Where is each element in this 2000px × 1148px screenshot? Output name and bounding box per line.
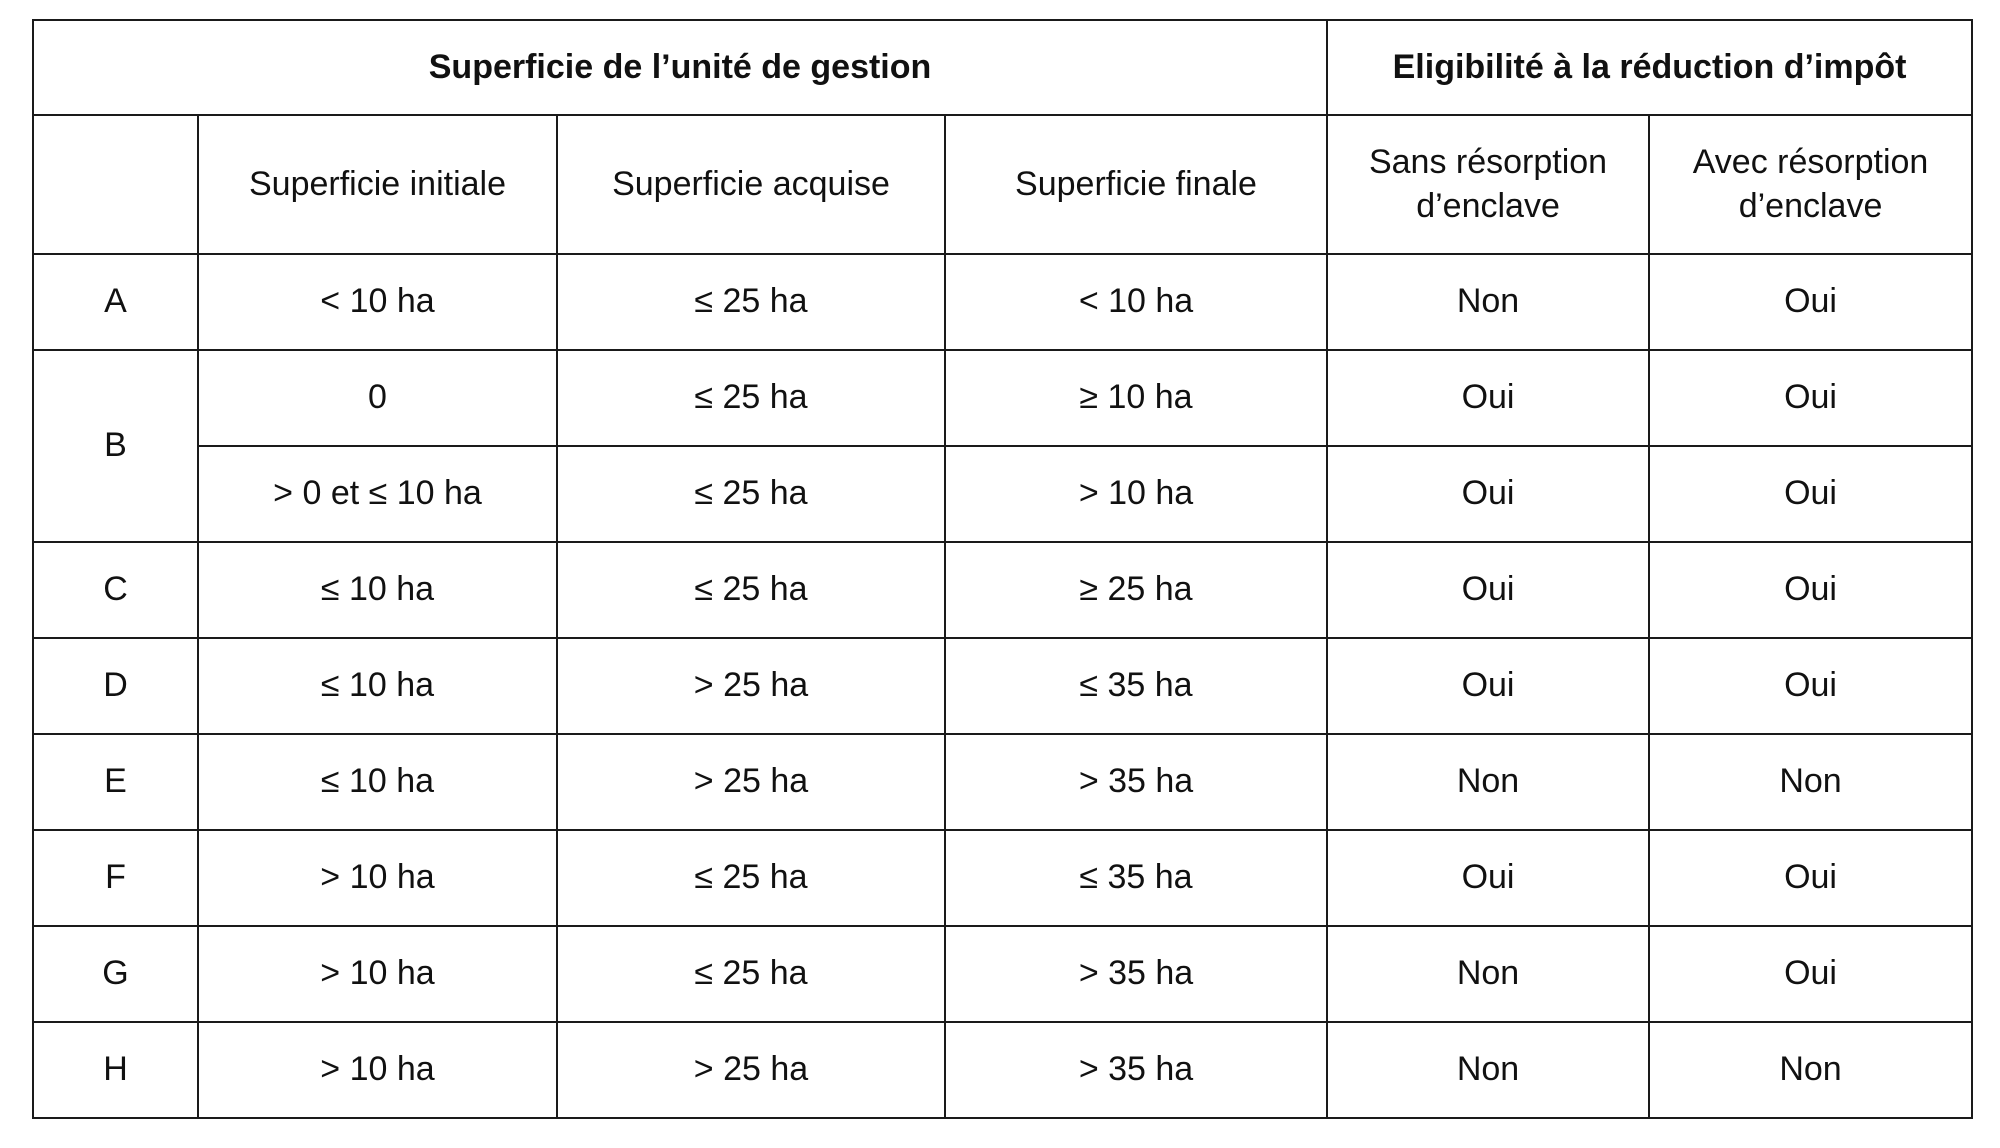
cell-superficie-finale: ≥ 10 ha (945, 350, 1327, 446)
column-header-label (33, 115, 198, 254)
cell-superficie-acquise: ≤ 25 ha (557, 254, 945, 350)
cell-avec-resorption: Oui (1649, 350, 1972, 446)
cell-superficie-acquise: > 25 ha (557, 638, 945, 734)
table-row (33, 638, 1972, 734)
row-label: B (33, 350, 198, 542)
column-header-row (33, 115, 1972, 254)
cell-superficie-finale: > 35 ha (945, 926, 1327, 1022)
cell-avec-resorption: Oui (1649, 926, 1972, 1022)
cell-sans-resorption: Oui (1327, 542, 1649, 638)
row-label: H (33, 1022, 198, 1118)
group-header-eligibilite: Eligibilité à la réduction d’impôt (1327, 20, 1972, 115)
cell-sans-resorption: Non (1327, 1022, 1649, 1118)
cell-avec-resorption: Oui (1649, 542, 1972, 638)
cell-superficie-initiale: ≤ 10 ha (198, 638, 557, 734)
cell-superficie-finale: > 35 ha (945, 1022, 1327, 1118)
cell-superficie-finale: ≤ 35 ha (945, 638, 1327, 734)
cell-sans-resorption: Oui (1327, 350, 1649, 446)
cell-superficie-acquise: ≤ 25 ha (557, 926, 945, 1022)
table-row (33, 446, 1972, 542)
cell-sans-resorption: Non (1327, 254, 1649, 350)
cell-avec-resorption: Oui (1649, 446, 1972, 542)
table-row (33, 1022, 1972, 1118)
cell-sans-resorption: Non (1327, 926, 1649, 1022)
cell-superficie-initiale: > 10 ha (198, 1022, 557, 1118)
cell-superficie-acquise: ≤ 25 ha (557, 830, 945, 926)
cell-superficie-finale: ≥ 25 ha (945, 542, 1327, 638)
cell-superficie-acquise: ≤ 25 ha (557, 542, 945, 638)
table-row (33, 830, 1972, 926)
cell-superficie-initiale: > 10 ha (198, 926, 557, 1022)
eligibility-table (32, 19, 1973, 1119)
cell-superficie-initiale: > 10 ha (198, 830, 557, 926)
table-row (33, 734, 1972, 830)
cell-avec-resorption: Oui (1649, 254, 1972, 350)
column-header-sans-resorption: Sans résorption d’enclave (1327, 115, 1649, 254)
table-row (33, 926, 1972, 1022)
row-label: F (33, 830, 198, 926)
cell-superficie-finale: < 10 ha (945, 254, 1327, 350)
row-label: C (33, 542, 198, 638)
table-row (33, 254, 1972, 350)
cell-superficie-finale: ≤ 35 ha (945, 830, 1327, 926)
cell-superficie-acquise: ≤ 25 ha (557, 350, 945, 446)
cell-superficie-finale: > 35 ha (945, 734, 1327, 830)
cell-superficie-initiale: ≤ 10 ha (198, 734, 557, 830)
cell-avec-resorption: Oui (1649, 830, 1972, 926)
cell-avec-resorption: Non (1649, 734, 1972, 830)
column-header-avec-resorption: Avec résorption d’enclave (1649, 115, 1972, 254)
cell-superficie-initiale: < 10 ha (198, 254, 557, 350)
table-row (33, 542, 1972, 638)
column-header-finale: Superficie finale (945, 115, 1327, 254)
row-label: E (33, 734, 198, 830)
cell-superficie-initiale: 0 (198, 350, 557, 446)
cell-superficie-finale: > 10 ha (945, 446, 1327, 542)
cell-sans-resorption: Oui (1327, 830, 1649, 926)
cell-superficie-initiale: ≤ 10 ha (198, 542, 557, 638)
group-header-row (33, 20, 1972, 115)
row-label: A (33, 254, 198, 350)
cell-superficie-acquise: > 25 ha (557, 1022, 945, 1118)
cell-avec-resorption: Oui (1649, 638, 1972, 734)
cell-avec-resorption: Non (1649, 1022, 1972, 1118)
column-header-acquise: Superficie acquise (557, 115, 945, 254)
cell-superficie-initiale: > 0 et ≤ 10 ha (198, 446, 557, 542)
cell-sans-resorption: Oui (1327, 446, 1649, 542)
row-label: G (33, 926, 198, 1022)
cell-sans-resorption: Non (1327, 734, 1649, 830)
cell-superficie-acquise: ≤ 25 ha (557, 446, 945, 542)
cell-superficie-acquise: > 25 ha (557, 734, 945, 830)
row-label: D (33, 638, 198, 734)
column-header-initiale: Superficie initiale (198, 115, 557, 254)
cell-sans-resorption: Oui (1327, 638, 1649, 734)
group-header-superficie: Superficie de l’unité de gestion (33, 20, 1327, 115)
table-row (33, 350, 1972, 446)
